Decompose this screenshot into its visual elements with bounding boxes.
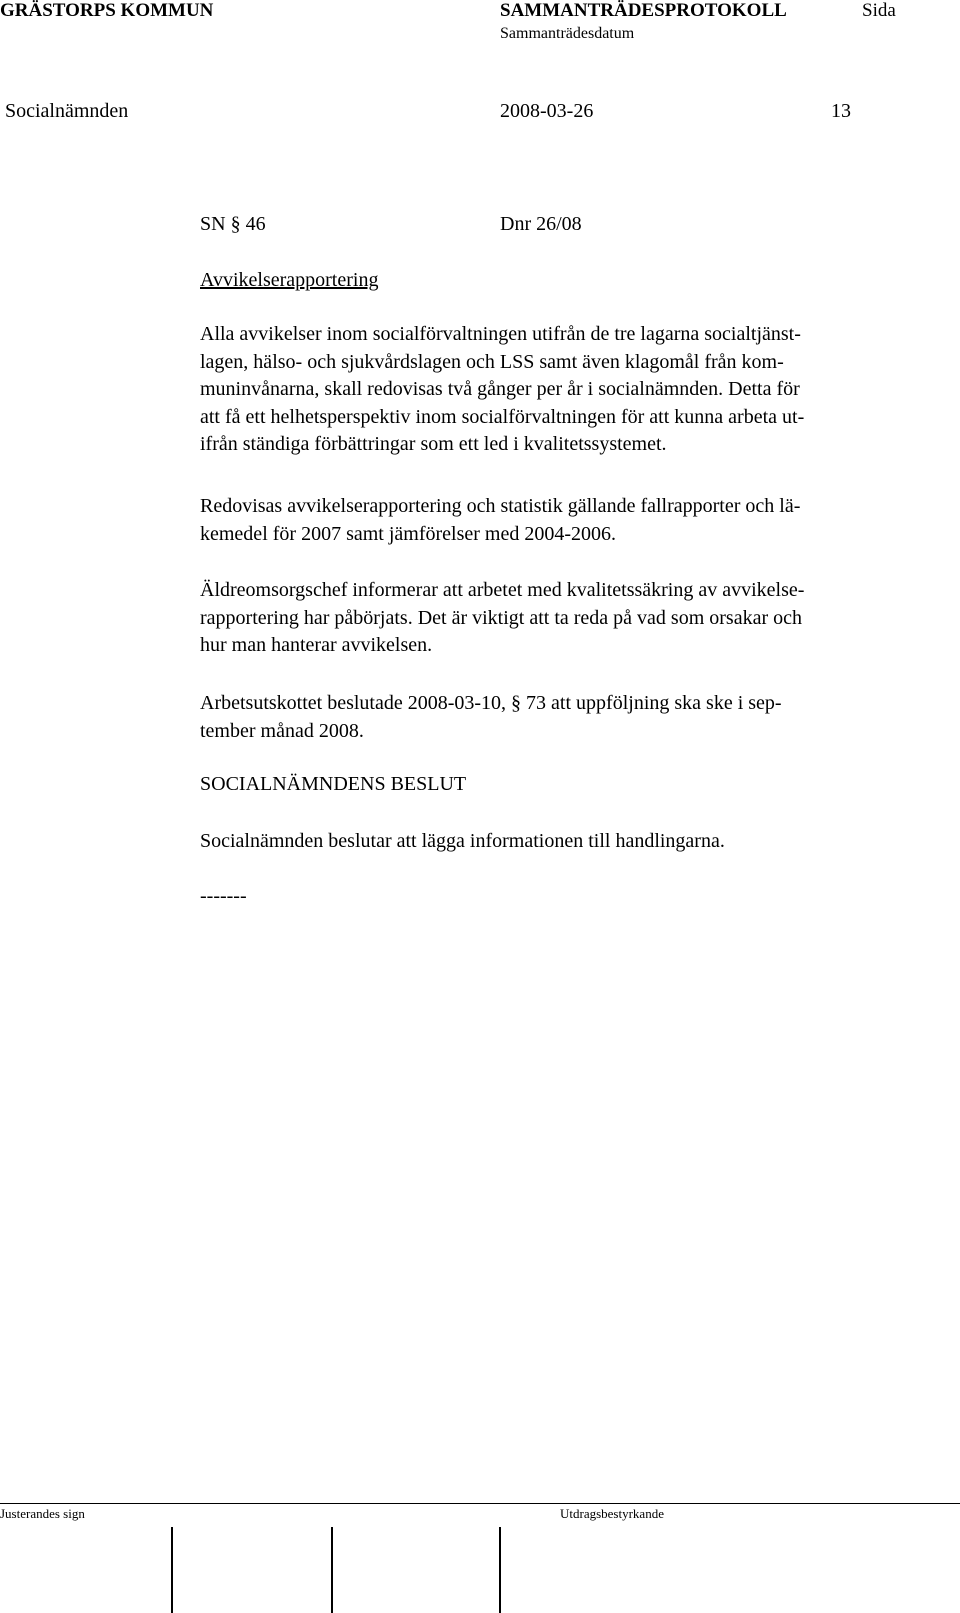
- meeting-date: 2008-03-26: [500, 100, 594, 122]
- case-number: SN § 46: [200, 213, 266, 235]
- paragraph-line: Arbetsutskottet beslutade 2008-03-10, § 73 att uppföljning ska ske i sep-: [200, 692, 782, 714]
- paragraph-line: tember månad 2008.: [200, 719, 364, 742]
- case-title: Avvikelserapportering: [200, 269, 379, 291]
- diary-number: Dnr 26/08: [500, 213, 582, 235]
- paragraph-line: att få ett helhetsperspektiv inom socialförvaltningen för att kunna arbeta ut-: [200, 405, 805, 428]
- decision-text: Socialnämnden beslutar att lägga informationen till handlingarna.: [200, 830, 725, 852]
- footer-divider: [0, 1503, 960, 1504]
- utdragsbestyrkande-label: Utdragsbestyrkande: [560, 1506, 664, 1521]
- paragraph-line: rapportering har påbörjats. Det är viktigt att ta reda på vad som orsakar och: [200, 606, 803, 629]
- doc-type: SAMMANTRÄDESPROTOKOLL: [500, 0, 787, 21]
- paragraph-1: [200, 321, 942, 459]
- signature-box-divider: [171, 1527, 173, 1613]
- paragraph-line: Redovisas avvikelserapportering och statistik gällande fallrapporter och lä-: [200, 495, 801, 517]
- committee-name: Socialnämnden: [5, 100, 129, 122]
- paragraph-line: Alla avvikelser inom socialförvaltningen utifrån de tre lagarna socialtjänst-: [200, 323, 801, 345]
- org-name: GRÄSTORPS KOMMUN: [0, 0, 214, 21]
- paragraph-2: [200, 493, 942, 548]
- paragraph-line: ifrån ständiga förbättringar som ett led i kvalitetssystemet.: [200, 433, 667, 455]
- paragraph-3: [200, 577, 942, 660]
- paragraph-line: hur man hanterar avvikelsen.: [200, 634, 433, 656]
- signature-box-divider: [331, 1527, 333, 1613]
- justerandes-sign-label: Justerandes sign: [0, 1506, 85, 1521]
- date-label: Sammanträdesdatum: [500, 25, 635, 42]
- paragraph-line: lagen, hälso- och sjukvårdslagen och LSS samt även klagomål från kom-: [200, 350, 784, 373]
- end-mark: -------: [200, 885, 247, 907]
- paragraph-line: kemedel för 2007 samt jämförelser med 2004-2006.: [200, 522, 616, 545]
- page-label: Sida: [862, 0, 896, 21]
- signature-box-divider: [499, 1527, 501, 1613]
- page-number: 13: [831, 100, 851, 122]
- paragraph-line: muninvånarna, skall redovisas två gånger per år i socialnämnden. Detta för: [200, 378, 800, 400]
- paragraph-4: [200, 690, 942, 745]
- decision-heading: SOCIALNÄMNDENS BESLUT: [200, 773, 467, 795]
- paragraph-line: Äldreomsorgschef informerar att arbetet med kvalitetssäkring av avvikelse-: [200, 579, 805, 601]
